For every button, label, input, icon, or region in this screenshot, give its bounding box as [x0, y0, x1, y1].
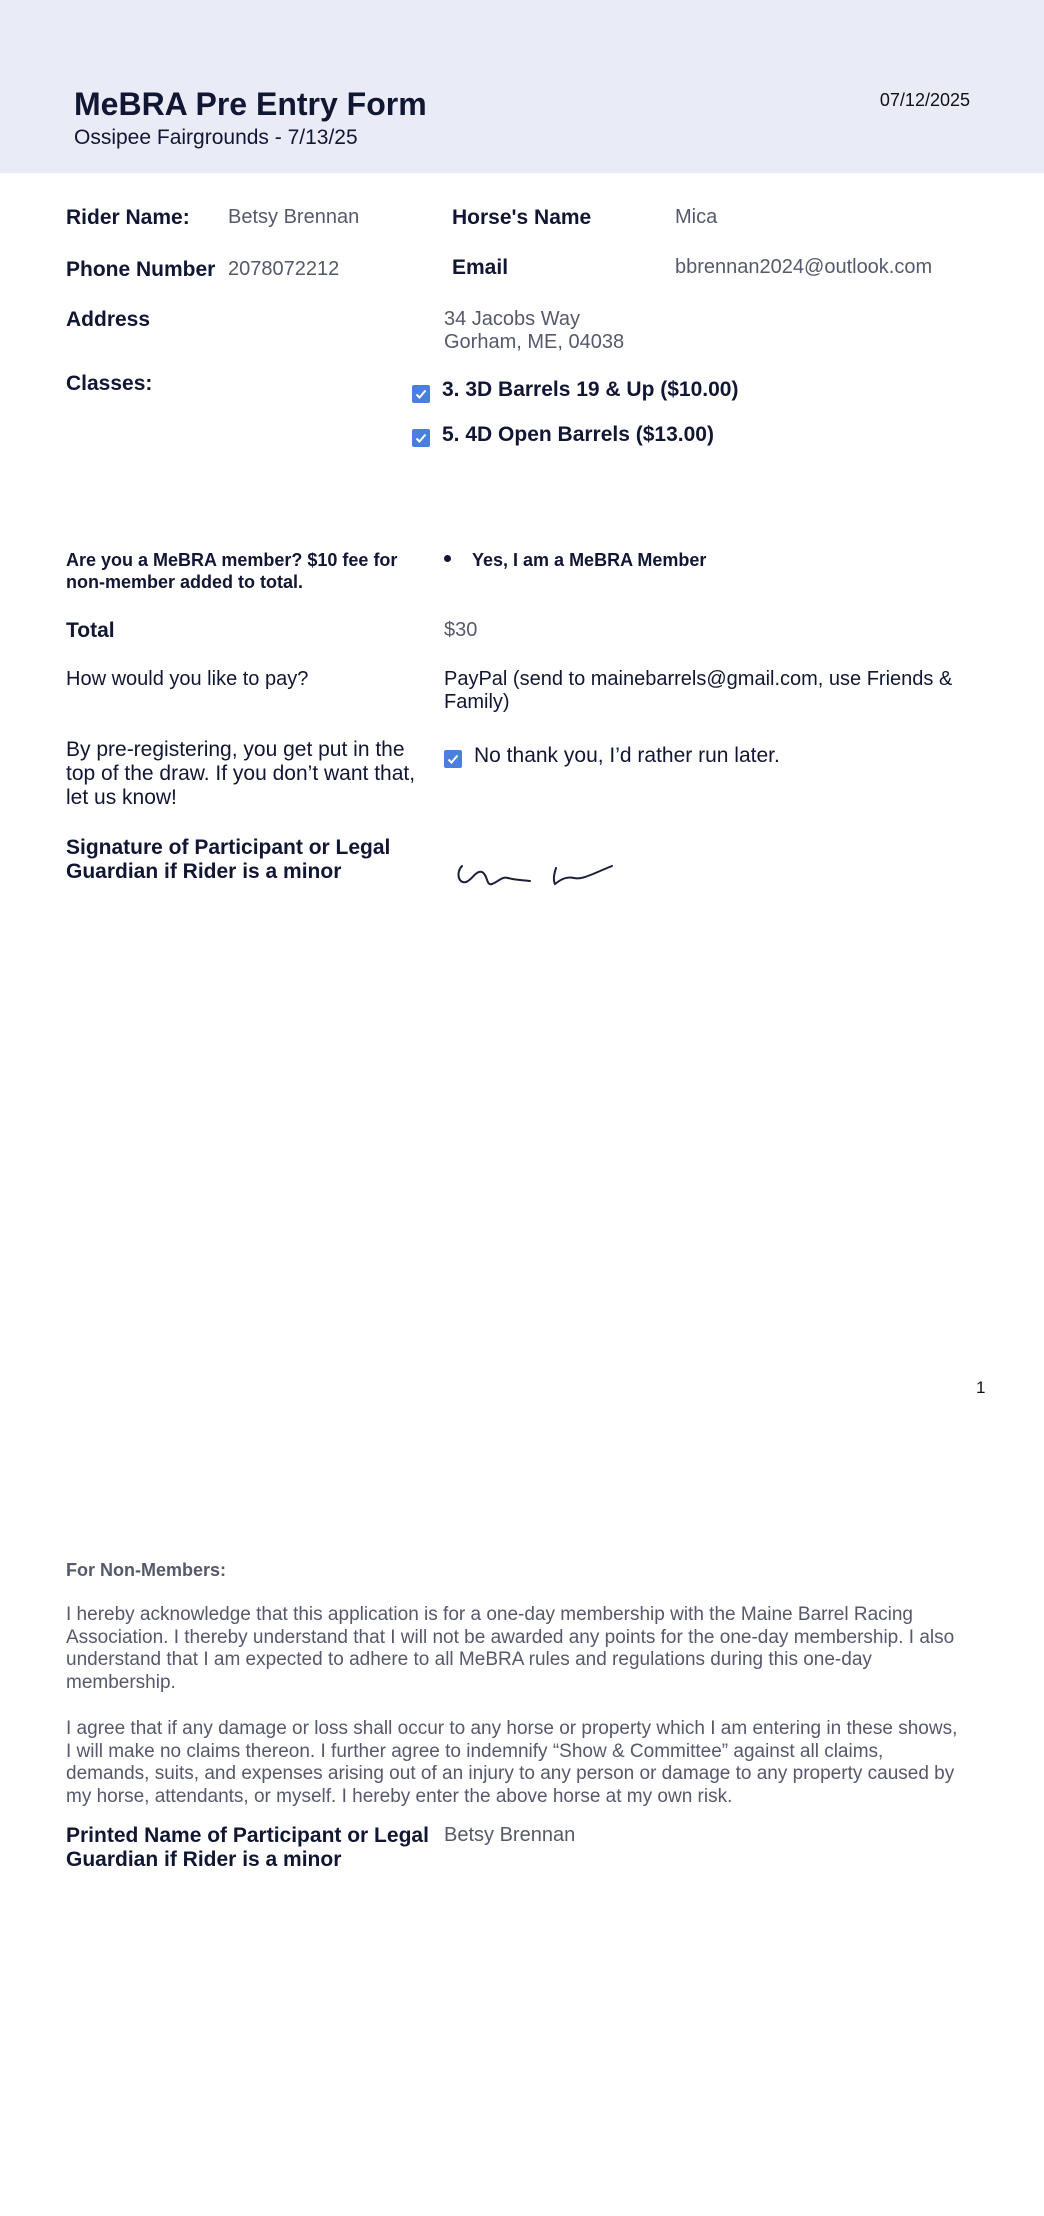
paragraph-line: Association. I thereby understand that I will not be awarded any points for the one-day membership. I also — [66, 1626, 955, 1648]
checkmark-icon — [414, 387, 428, 401]
horse-name-value: Mica — [675, 206, 718, 228]
non-members-paragraph-1 — [66, 1604, 1006, 1694]
form-date: 07/12/2025 — [879, 90, 970, 110]
printed-name-value: Betsy Brennan — [444, 1824, 576, 1846]
bullet-icon — [444, 555, 451, 562]
member-question — [66, 549, 397, 593]
paragraph-line: I agree that if any damage or loss shall occur to any horse or property which I am entering in these shows, — [66, 1718, 958, 1739]
address-label: Address — [66, 308, 151, 331]
draw-text-line-2: top of the draw. If you don’t want that, — [66, 762, 416, 785]
page-number: 1 — [976, 1378, 986, 1397]
horse-name-label: Horse's Name — [452, 206, 592, 229]
signature-label-line-1: Signature of Participant or Legal — [66, 836, 391, 859]
paragraph-line: membership. — [66, 1671, 176, 1693]
paragraph-line: understand that I am expected to adhere to all MeBRA rules and regulations during this one-day — [66, 1649, 872, 1670]
paragraph-line: I hereby acknowledge that this application is for a one-day membership with the Maine Barrel Racing — [66, 1604, 914, 1625]
payment-value-line-1: PayPal (send to mainebarrels@gmail.com, use Friends & — [444, 668, 953, 690]
payment-value — [444, 668, 952, 714]
page-subtitle: Ossipee Fairgrounds - 7/13/25 — [74, 126, 358, 149]
payment-value-line-2: Family) — [444, 691, 510, 713]
class-2-checkbox[interactable] — [412, 429, 430, 447]
classes-label: Classes: — [66, 372, 153, 395]
class-2-label: 5. 4D Open Barrels ($13.00) — [442, 423, 714, 446]
draw-text-line-1: By pre-registering, you get put in the — [66, 738, 405, 761]
printed-name-label-line-2: Guardian if Rider is a minor — [66, 1848, 342, 1871]
rider-name-label: Rider Name: — [66, 206, 190, 229]
total-label: Total — [66, 619, 115, 642]
form-header — [0, 0, 1044, 173]
class-1-label: 3. 3D Barrels 19 & Up ($10.00) — [442, 378, 739, 401]
paragraph-line: I will make no claims thereon. I further agree to indemnify “Show & Committee” against all claims, — [66, 1740, 884, 1762]
total-value: $30 — [444, 619, 478, 641]
address-line-1: 34 Jacobs Way — [444, 308, 580, 330]
draw-option-label: No thank you, I’d rather run later. — [474, 744, 780, 767]
email-value: bbrennan2024@outlook.com — [675, 256, 933, 278]
checkmark-icon — [446, 752, 460, 766]
signature-label — [66, 836, 390, 884]
page-title: MeBRA Pre Entry Form — [74, 86, 427, 122]
signature-label-line-2: Guardian if Rider is a minor — [66, 860, 342, 883]
draw-text — [66, 738, 415, 810]
non-members-paragraph-2 — [66, 1718, 1006, 1808]
paragraph-line: my horse, attendants, or myself. I hereby enter the above horse at my own risk. — [66, 1785, 733, 1807]
non-members-heading: For Non-Members: — [66, 1560, 227, 1580]
member-answer: Yes, I am a MeBRA Member — [472, 550, 707, 570]
phone-value: 2078072212 — [228, 258, 340, 280]
phone-label: Phone Number — [66, 258, 216, 281]
paragraph-line: demands, suits, and expenses arising out of an injury to any person or damage to any property caused by — [66, 1763, 955, 1784]
address-value — [444, 308, 624, 354]
email-label: Email — [452, 256, 509, 279]
draw-text-line-3: let us know! — [66, 786, 177, 809]
address-line-2: Gorham, ME, 04038 — [444, 331, 625, 353]
class-1-checkbox[interactable] — [412, 385, 430, 403]
printed-name-label — [66, 1824, 429, 1872]
payment-label: How would you like to pay? — [66, 668, 309, 690]
member-question-line-2: non-member added to total. — [66, 572, 304, 592]
member-question-line-1: Are you a MeBRA member? $10 fee for — [66, 550, 398, 570]
draw-option-checkbox[interactable] — [444, 750, 462, 768]
printed-name-label-line-1: Printed Name of Participant or Legal — [66, 1824, 429, 1847]
rider-name-value: Betsy Brennan — [228, 206, 360, 228]
checkmark-icon — [414, 431, 428, 445]
signature-image — [452, 858, 622, 898]
